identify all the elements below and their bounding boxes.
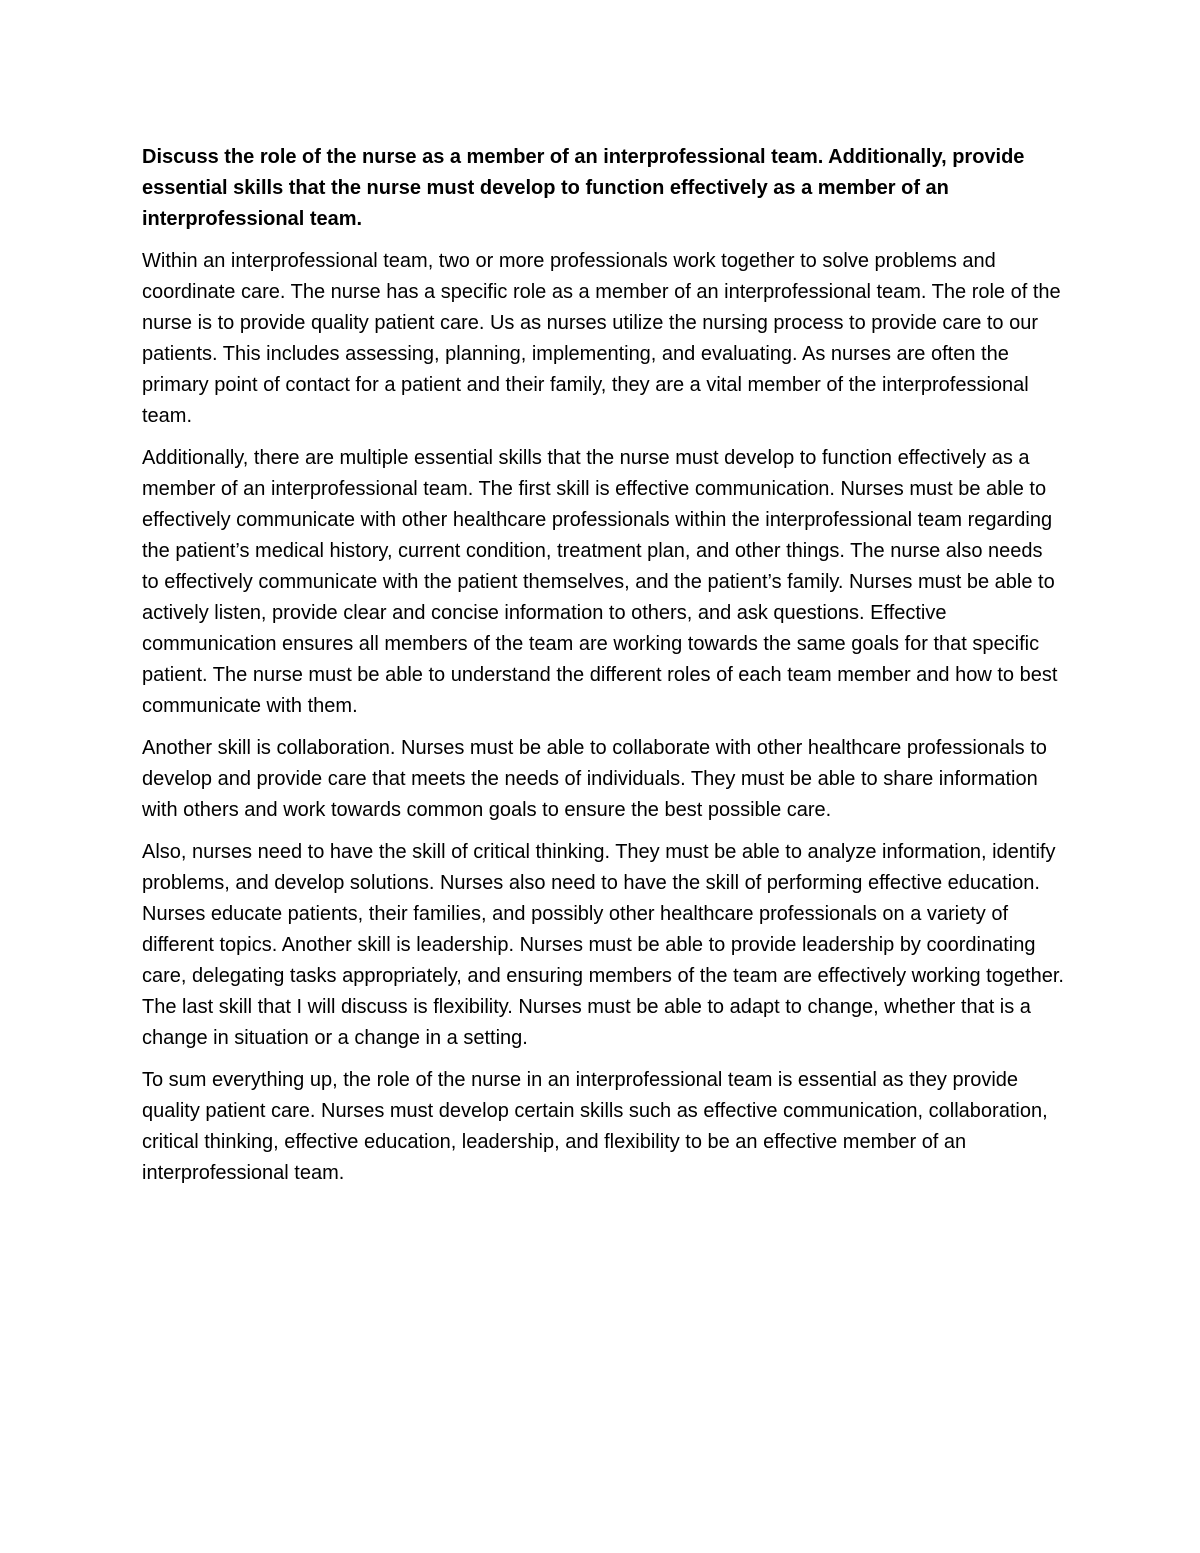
paragraph-critical-thinking: Also, nurses need to have the skill of critical thinking. They must be able to analyze information, identify problems, and develop solutions. Nurses also need to have the skill of performing effective education. Nurses educate patients, their families, and possibly other healthcare professionals on a variety of different topics. Another skill is leadership. Nurses must be able to provide leadership by coordinating care, delegating tasks appropriately, and ensuring members of the team are effectively working together. The last skill that I will discuss is flexibility. Nurses must be able to adapt to change, whether that is a change in situation or a change in a setting. [142, 841, 1064, 1049]
document-heading: Discuss the role of the nurse as a member of an interprofessional team. Additionally, provide essential skills that the nurse must develop to function effectively as a member of an interprofessional team. [142, 146, 1025, 230]
paragraph-conclusion: To sum everything up, the role of the nurse in an interprofessional team is essential as they provide quality patient care. Nurses must develop certain skills such as effective communication, collaboration, critical thinking, effective education, leadership, and flexibility to be an effective member of an interprofessional team. [142, 1069, 1048, 1184]
paragraph-collaboration: Another skill is collaboration. Nurses must be able to collaborate with other healthcare professionals to develop and provide care that meets the needs of individuals. They must be able to share information with others and work towards common goals to ensure the best possible care. [142, 737, 1047, 821]
document-body [142, 142, 1064, 1200]
paragraph-communication: Additionally, there are multiple essential skills that the nurse must develop to function effectively as a member of an interprofessional team. The first skill is effective communication. Nurses must be able to effectively communicate with other healthcare professionals within the interprofessional team regarding the patient’s medical history, current condition, treatment plan, and other things. The nurse also needs to effectively communicate with the patient themselves, and the patient’s family. Nurses must be able to actively listen, provide clear and concise information to others, and ask questions. Effective communication ensures all members of the team are working towards the same goals for that specific patient. The nurse must be able to understand the different roles of each team member and how to best communicate with them. [142, 447, 1058, 717]
paragraph-intro: Within an interprofessional team, two or more professionals work together to solve problems and coordinate care. The nurse has a specific role as a member of an interprofessional team. The role of the nurse is to provide quality patient care. Us as nurses utilize the nursing process to provide care to our patients. This includes assessing, planning, implementing, and evaluating. As nurses are often the primary point of contact for a patient and their family, they are a vital member of the interprofessional team. [142, 250, 1061, 427]
